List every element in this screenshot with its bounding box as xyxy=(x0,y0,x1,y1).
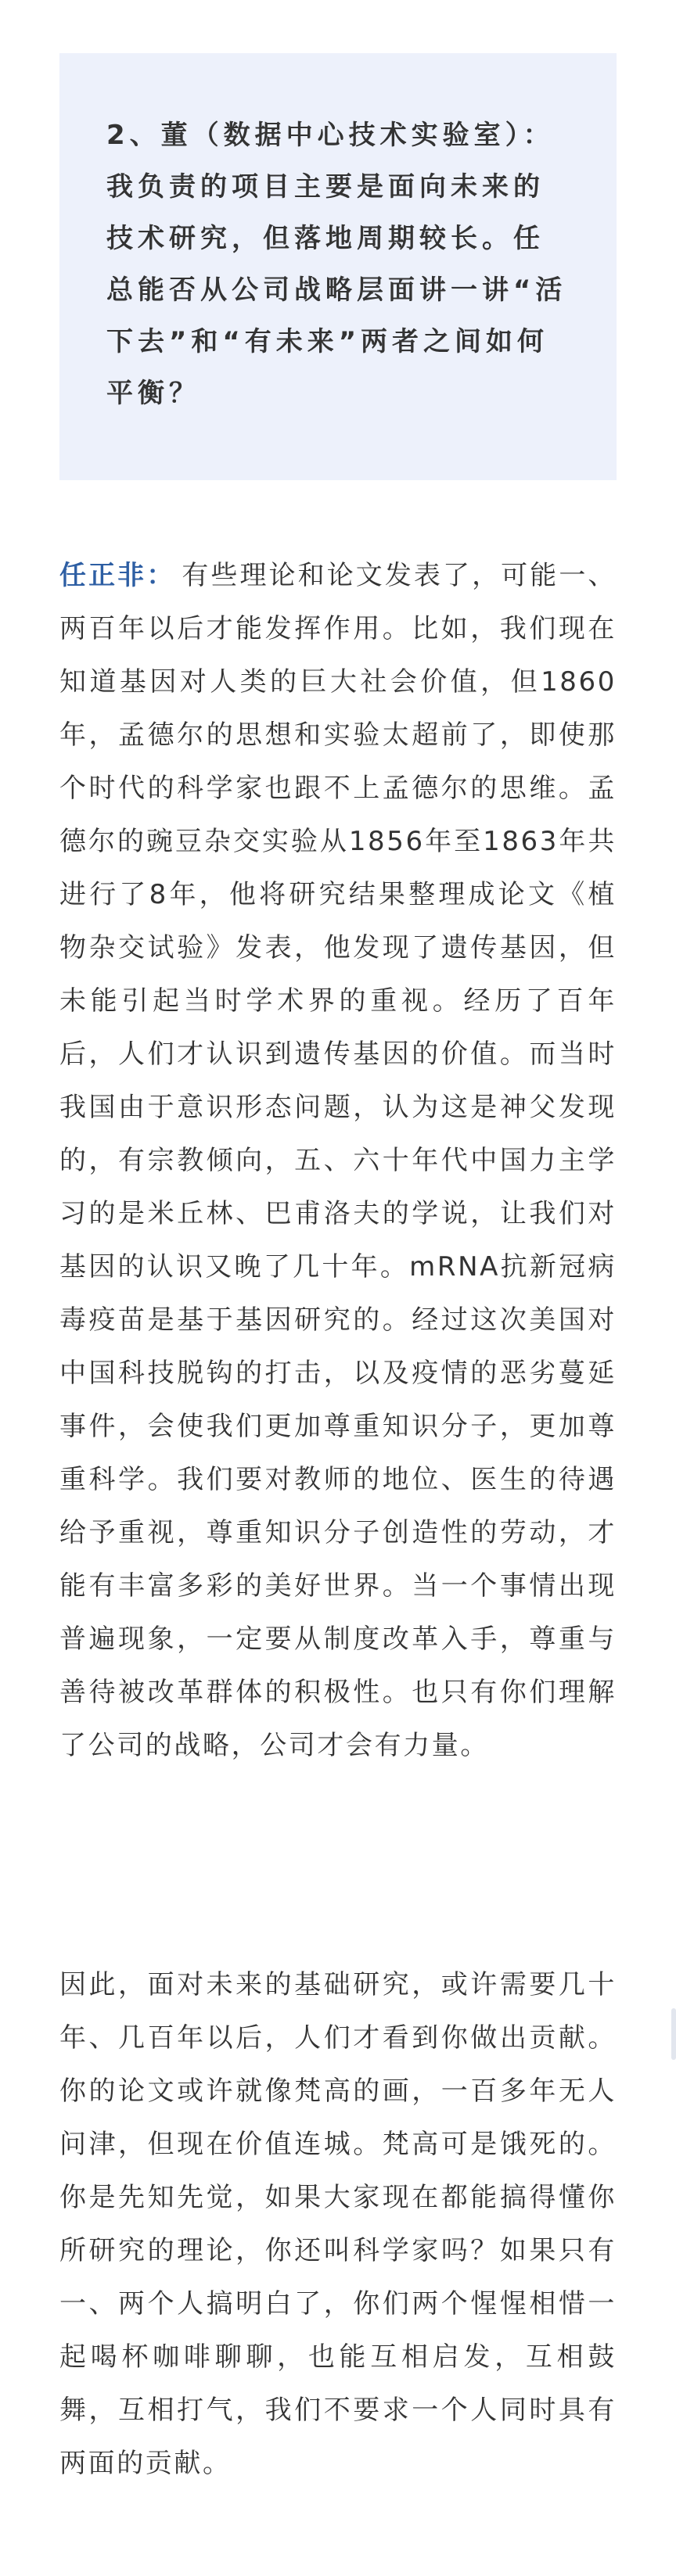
question-callout xyxy=(59,53,617,480)
speaker-label: 任正非： xyxy=(59,560,176,591)
answer-paragraph xyxy=(59,549,617,1772)
question-text: 2、董（数据中心技术实验室）：我负责的项目主要是面向未来的技术研究，但落地周期较长。任总能否从公司战略层面讲一讲“活下去”和“有未来”两者之间如何平衡？ xyxy=(106,120,567,409)
answer-paragraph-2: 因此，面对未来的基础研究，或许需要几十年、几百年以后，人们才看到你做出贡献。你的论文或许就像梵高的画，一百多年无人问津，但现在价值连城。梵高可是饿死的。你是先知先觉，如果大家现在都能搞得懂你所研究的理论，你还叫科学家吗？如果只有一、两个人搞明白了，你们两个惺惺相惜一起喝杯咖啡聊聊，也能互相启发，互相鼓舞，互相打气，我们不要求一个人同时具有两面的贡献。 xyxy=(59,1969,617,2479)
scrollbar-thumb[interactable] xyxy=(671,2008,676,2060)
answer-paragraph-1-text: 有些理论和论文发表了，可能一、两百年以后才能发挥作用。比如，我们现在知道基因对人类的巨大社会价值，但1860年，孟德尔的思想和实验太超前了，即使那个时代的科学家也跟不上孟德尔的思维。孟德尔的豌豆杂交实验从1856年至1863年共进行了8年，他将研究结果整理成论文《植物杂交试验》发表，他发现了遗传基因，但未能引起当时学术界的重视。经历了百年后，人们才认识到遗传基因的价值。而当时我国由于意识形态问题，认为这是神父发现的，有宗教倾向，五、六十年代中国力主学习的是米丘林、巴甫洛夫的学说，让我们对基因的认识又晚了几十年。mRNA抗新冠病毒疫苗是基于基因研究的。经过这次美国对中国科技脱钩的打击，以及疫情的恶劣蔓延事件，会使我们更加尊重知识分子，更加尊重科学。我们要对教师的地位、医生的待遇给予重视，尊重知识分子创造性的劳动，才能有丰富多彩的美好世界。当一个事情出现普遍现象，一定要从制度改革入手，尊重与善待被改革群体的积极性。也只有你们理解了公司的战略，公司才会有力量。 xyxy=(59,560,617,1761)
